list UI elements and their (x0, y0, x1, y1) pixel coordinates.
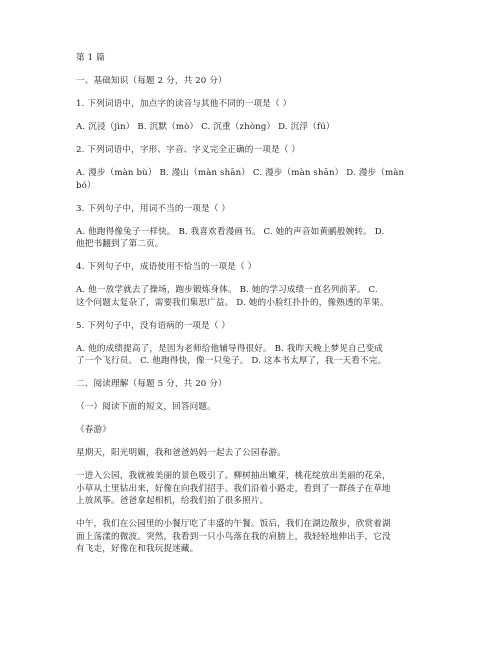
question-2-options-line-2: bó） (76, 180, 96, 191)
passage-paragraph-3-line-3: 有飞走，好像在和我玩捉迷藏。 (76, 544, 199, 554)
question-3-options-line-1: A. 他跑得像兔子一样快。 B. 我喜欢看漫画书。 C. 她的声音如黄鹂般婉转。 D. (76, 226, 385, 237)
question-2-options-line-1: A. 漫步（màn bù） B. 漫山（màn shān） C. 漫步（màn shān） D. 漫步（màn (76, 168, 405, 178)
question-1: 1. 下列词语中，加点字的读音与其他不同的一项是（ ） (76, 99, 292, 109)
question-5-options-line-1: A. 他的成绩提高了，是因为老师给他辅导得很好。 B. 我昨天晚上梦见自己变成 (76, 343, 384, 354)
document-page (76, 52, 432, 556)
passage-paragraph-3-line-2: 面上荡漾的微波。突然，我看到一只小鸟落在我的肩膀上，我轻轻地伸出手，它没 (76, 531, 391, 542)
part-heading: 第 1 篇 (76, 53, 105, 63)
section-heading-reading: 二、阅读理解（每题 5 分，共 20 分） (76, 379, 227, 389)
passage-paragraph-2-line-1: 一进入公园，我就被美丽的景色吸引了。柳树抽出嫩芽，桃花绽放出美丽的花朵， (76, 471, 391, 481)
question-4-options-line-2: 这个问题太复杂了，需要我们集思广益。 D. 她的小脸红扑扑的，像熟透的苹果。 (76, 297, 389, 308)
question-4: 4. 下列句子中，成语使用不恰当的一项是（ ） (76, 262, 257, 272)
question-3: 3. 下列句子中，用词不当的一项是（ ） (76, 203, 231, 214)
question-3-options-line-2: 他把书翻到了第二页。 (76, 239, 164, 249)
reading-instructions: （一）阅读下面的短文，回答问题。 (76, 402, 216, 412)
passage-paragraph-2-line-2: 小草从土里钻出来，好像在向我们招手。我们沿着小路走，看到了一群孩子在草地 (76, 483, 391, 494)
question-4-options-line-1: A. 他一放学就去了操场，跑步锻炼身体。 B. 她的学习成绩一直名列前茅。 C. (76, 285, 378, 295)
passage-paragraph-3-line-1: 中午，我们在公园里的小餐厅吃了丰盛的午餐。饭后，我们在湖边散步，欣赏着湖 (76, 519, 391, 529)
passage-title: 《春游》 (76, 425, 111, 435)
passage-paragraph-2-line-3: 上放风筝。爸爸拿起相机，给我们拍了很多照片。 (76, 496, 269, 506)
question-1-options: A. 沉浸（jìn） B. 沉默（mò） C. 沉重（zhòng） D. 沉浮（fú） (76, 122, 335, 132)
question-5: 5. 下列句子中，没有语病的一项是（ ） (76, 320, 231, 331)
question-2: 2. 下列词语中，字形、字音、字义完全正确的一项是（ ） (76, 145, 301, 155)
section-heading-basics: 一、基础知识（每题 2 分，共 20 分） (76, 76, 227, 86)
passage-paragraph-1: 星期天，阳光明媚，我和爸爸妈妈一起去了公园春游。 (76, 448, 286, 458)
question-5-options-line-2: 了一个飞行员。 C. 他跑得快，像一只兔子。 D. 这本书太厚了，我一天看不完。 (76, 356, 387, 366)
